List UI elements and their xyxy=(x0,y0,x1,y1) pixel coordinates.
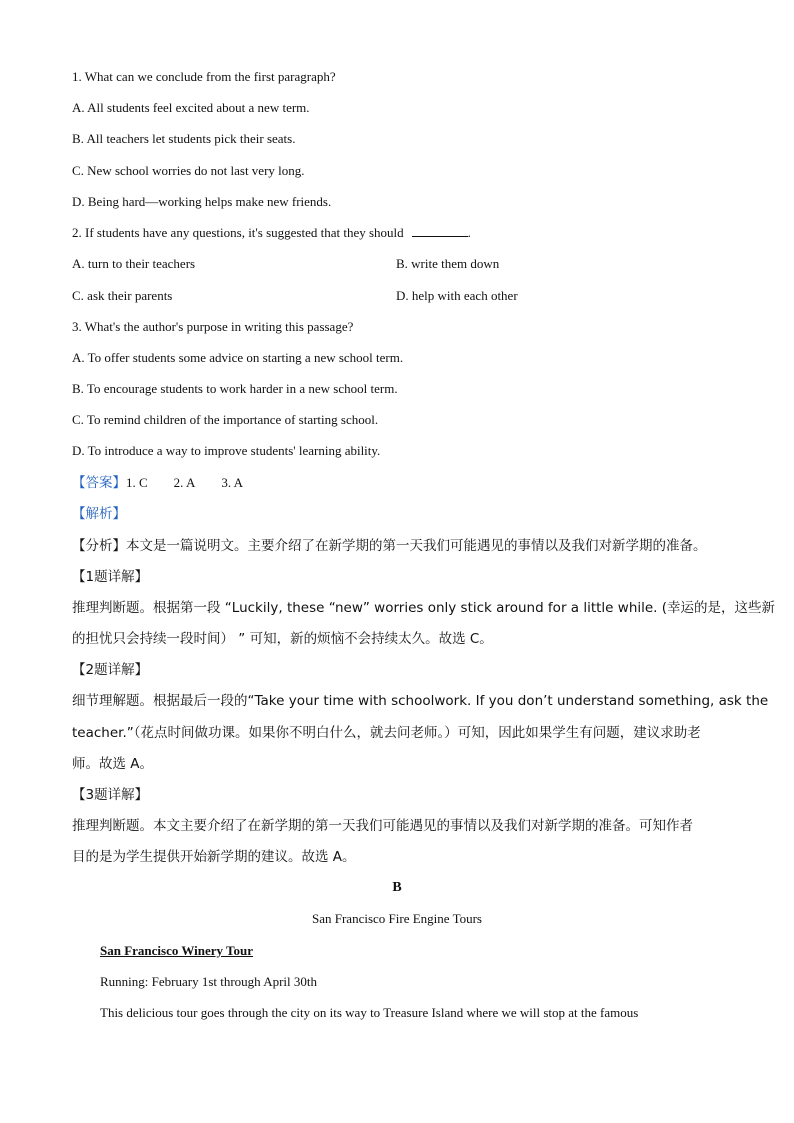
q2-option-c: C. ask their parents xyxy=(72,288,173,303)
q2-option-a: A. turn to their teachers xyxy=(72,256,196,271)
q1-stem: 1. What can we conclude from the first paragraph? xyxy=(72,69,336,84)
q3-option-a: A. To offer students some advice on starting a new school term. xyxy=(72,350,404,365)
answer-3: 3. A xyxy=(221,475,244,490)
q1-option-b: B. All teachers let students pick their seats. xyxy=(72,131,296,146)
detail-2-line-2: teacher.”（花点时间做功课。如果你不明白什么，就去问老师。）可知，因此如果学生有问题，建议求助老 xyxy=(72,725,701,741)
q2-stem-line xyxy=(72,224,471,242)
q3-option-b: B. To encourage students to work harder in a new school term. xyxy=(72,381,398,396)
analysis-label: 【解析】 xyxy=(72,506,126,522)
section-title: San Francisco Fire Engine Tours xyxy=(312,911,482,926)
detail-1-label: 【1题详解】 xyxy=(72,569,149,585)
answer-label: 【答案】 xyxy=(72,475,126,491)
q2-stem-end: . xyxy=(467,225,471,240)
summary-text: 本文是一篇说明文。主要介绍了在新学期的第一天我们可能遇见的事情以及我们对新学期的准备。 xyxy=(126,538,707,554)
q1-option-d: D. Being hard—working helps make new friends. xyxy=(72,194,332,209)
detail-3-label: 【3题详解】 xyxy=(72,787,149,803)
tour-name: San Francisco Winery Tour xyxy=(100,943,254,958)
summary-label: 【分析】 xyxy=(72,538,126,554)
answer-2: 2. A xyxy=(173,475,196,490)
answer-line xyxy=(72,474,243,492)
detail-3-line-1: 推理判断题。本文主要介绍了在新学期的第一天我们可能遇见的事情以及我们对新学期的准备。可知作者 xyxy=(72,818,693,834)
detail-1-line-1: 推理判断题。根据第一段 “Luckily, these “new” worries only stick around for a little while. (幸运的是，这些新 xyxy=(72,600,776,616)
detail-2-line-1: 细节理解题。根据最后一段的“Take your time with schoolwork. If you don’t understand something, ask the xyxy=(72,693,769,709)
q2-option-b: B. write them down xyxy=(396,256,500,271)
detail-1-line-2: 的担忧只会持续一段时间） ” 可知，新的烦恼不会持续太久。故选 C。 xyxy=(72,631,493,647)
detail-3-line-2: 目的是为学生提供开始新学期的建议。故选 A。 xyxy=(72,849,356,865)
q2-option-d: D. help with each other xyxy=(396,288,518,303)
q2-stem: 2. If students have any questions, it's suggested that they should xyxy=(72,225,404,240)
answer-1: 1. C xyxy=(126,475,148,490)
tour-running: Running: February 1st through April 30th xyxy=(100,974,318,989)
section-letter: B xyxy=(392,880,402,895)
answer-blank xyxy=(412,224,468,237)
q1-option-c: C. New school worries do not last very long. xyxy=(72,163,305,178)
q3-stem: 3. What's the author's purpose in writing this passage? xyxy=(72,319,354,334)
q1-option-a: A. All students feel excited about a new term. xyxy=(72,100,310,115)
detail-2-label: 【2题详解】 xyxy=(72,662,149,678)
q3-option-c: C. To remind children of the importance of starting school. xyxy=(72,412,379,427)
q3-option-d: D. To introduce a way to improve students' learning ability. xyxy=(72,443,381,458)
summary-line xyxy=(72,537,707,555)
tour-description: This delicious tour goes through the city on its way to Treasure Island where we will stop at the famous xyxy=(100,1005,639,1020)
detail-2-line-3: 师。故选 A。 xyxy=(72,756,154,772)
